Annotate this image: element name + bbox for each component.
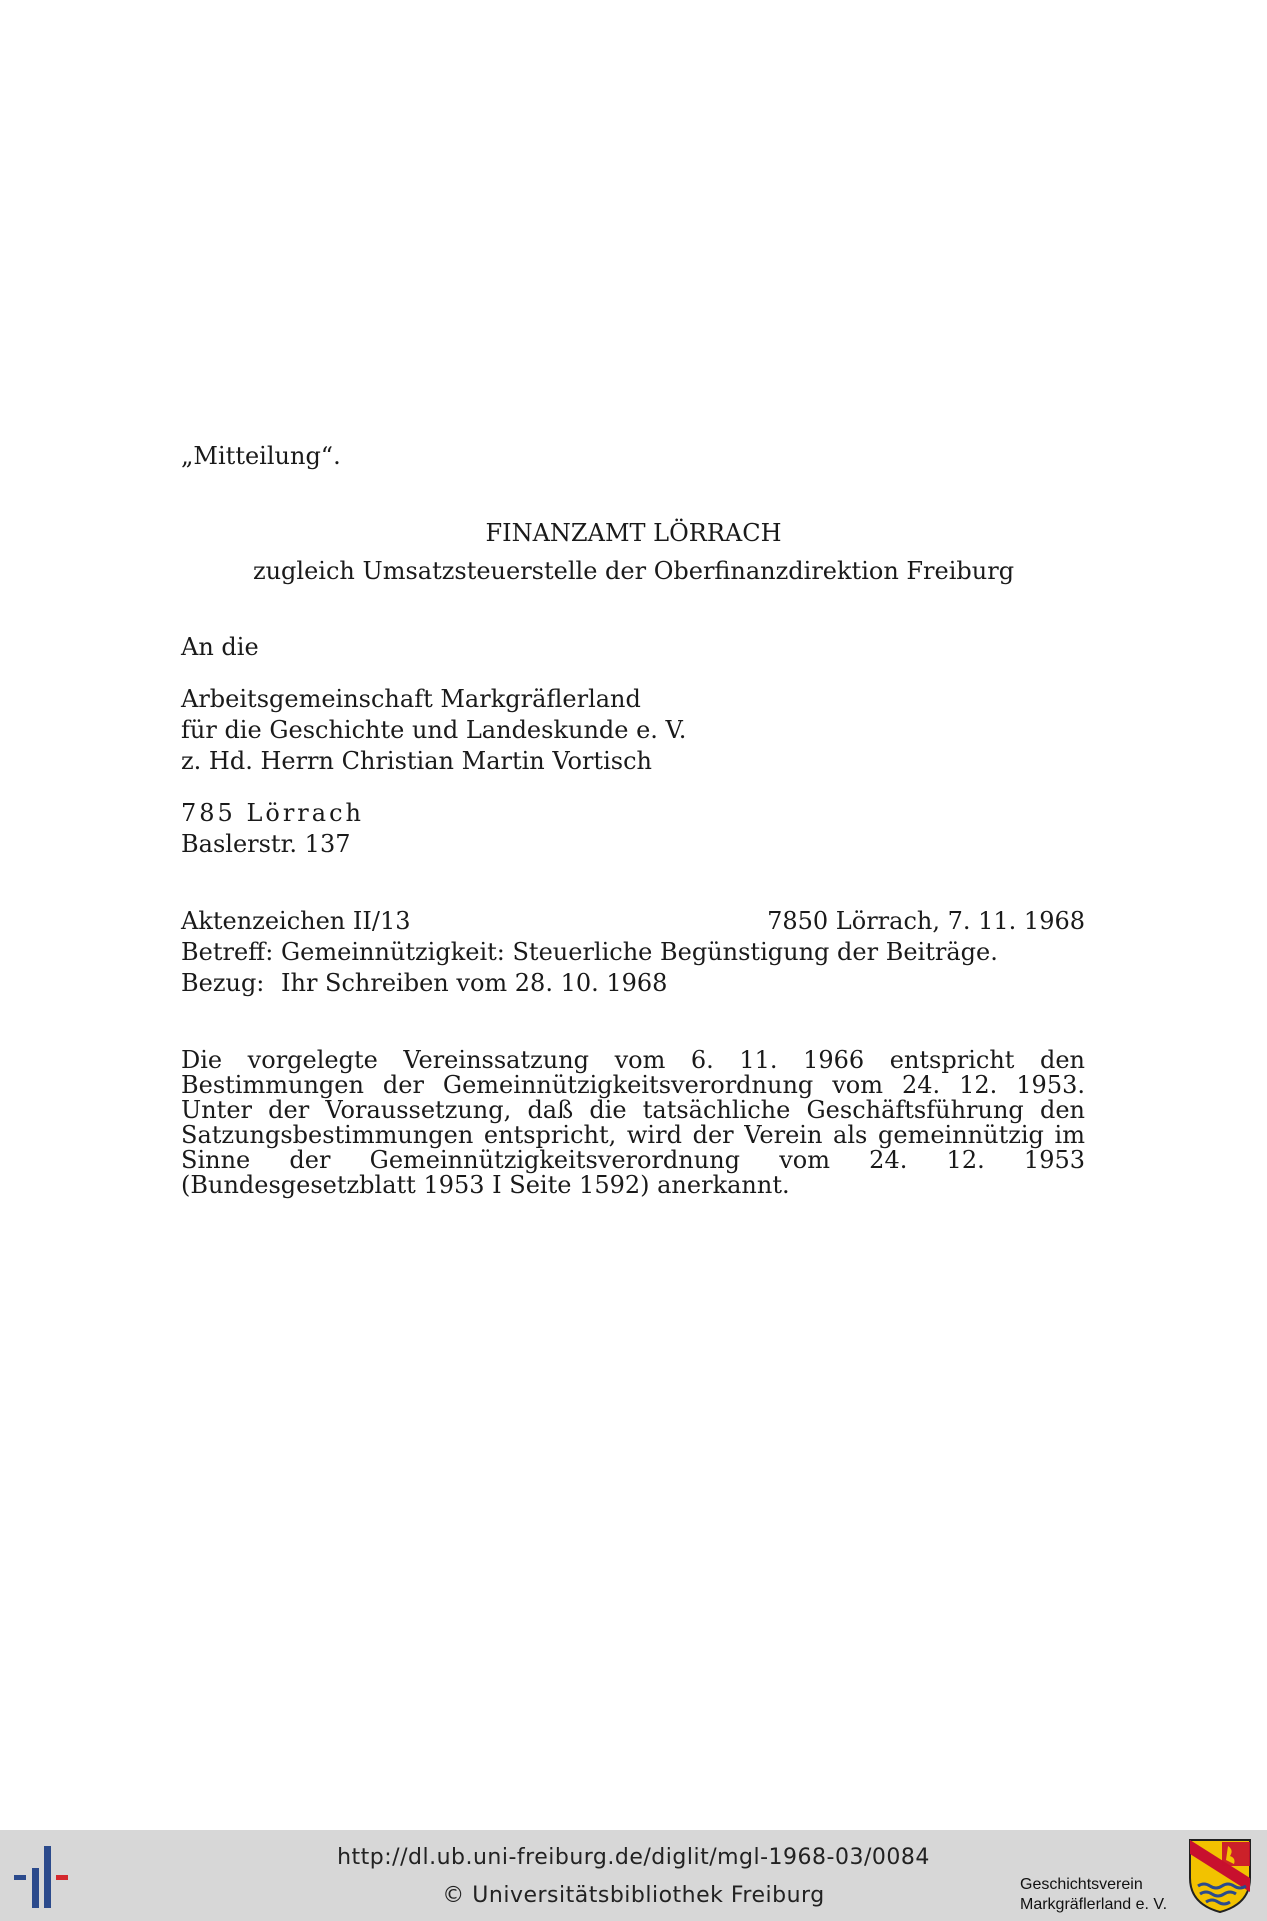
sender-subtitle: zugleich Umsatzsteuerstelle der Oberfinanzdirektion Freiburg (252, 557, 1015, 585)
subject-text: Gemeinnützigkeit: Steuerliche Begünstigung der Beiträge. (281, 938, 998, 966)
reference-number: Aktenzeichen II/13 (181, 907, 411, 935)
letter-body (181, 1048, 1085, 1198)
recipient-line: für die Geschichte und Landeskunde e. V. (181, 716, 687, 744)
recipient-city: 785 Lörrach (181, 799, 364, 827)
society-line: Markgräflerland e. V. (1020, 1896, 1168, 1913)
society-line: Geschichtsverein (1020, 1876, 1143, 1893)
society-name (1020, 1875, 1167, 1915)
regarding-line (181, 968, 667, 999)
regarding-label: Bezug: (181, 969, 265, 997)
coat-of-arms-icon (1188, 1838, 1252, 1914)
footer-bar (0, 1830, 1267, 1921)
recipient-line: Arbeitsgemeinschaft Markgräflerland (181, 685, 641, 713)
regarding-text: Ihr Schreiben vom 28. 10. 1968 (281, 969, 668, 997)
recipient-intro: An die (181, 633, 259, 661)
subject-label: Betreff: (181, 938, 274, 966)
copyright: © Universitätsbibliothek Freiburg (442, 1883, 825, 1908)
source-url[interactable]: http://dl.ub.uni-freiburg.de/diglit/mgl-1968-03/0084 (337, 1845, 930, 1870)
subject-line (181, 937, 998, 968)
recipient-line: z. Hd. Herrn Christian Martin Vortisch (181, 747, 652, 775)
recipient-street: Baslerstr. 137 (181, 830, 351, 858)
intro-line: „Mitteilung“. (181, 442, 341, 470)
place-date: 7850 Lörrach, 7. 11. 1968 (767, 907, 1085, 935)
sender-name: FINANZAMT LÖRRACH (485, 519, 782, 547)
body-paragraph: Die vorgelegte Vereinssatzung vom 6. 11. 1966 entspricht den Bestimmungen der Gemeinnützigkeitsverordnung vom 24. 12. 1953. Unter der Voraussetzung, daß die tatsächliche Geschäftsführung den Satzungsbestimmungen entspricht, wird der Verein als gemeinnützig im Sinne der Gemeinnützigkeitsverordnung vom 24. 12. 1953 (Bundesgesetzblatt 1953 I Seite 1592) anerkannt. (181, 1046, 1085, 1199)
